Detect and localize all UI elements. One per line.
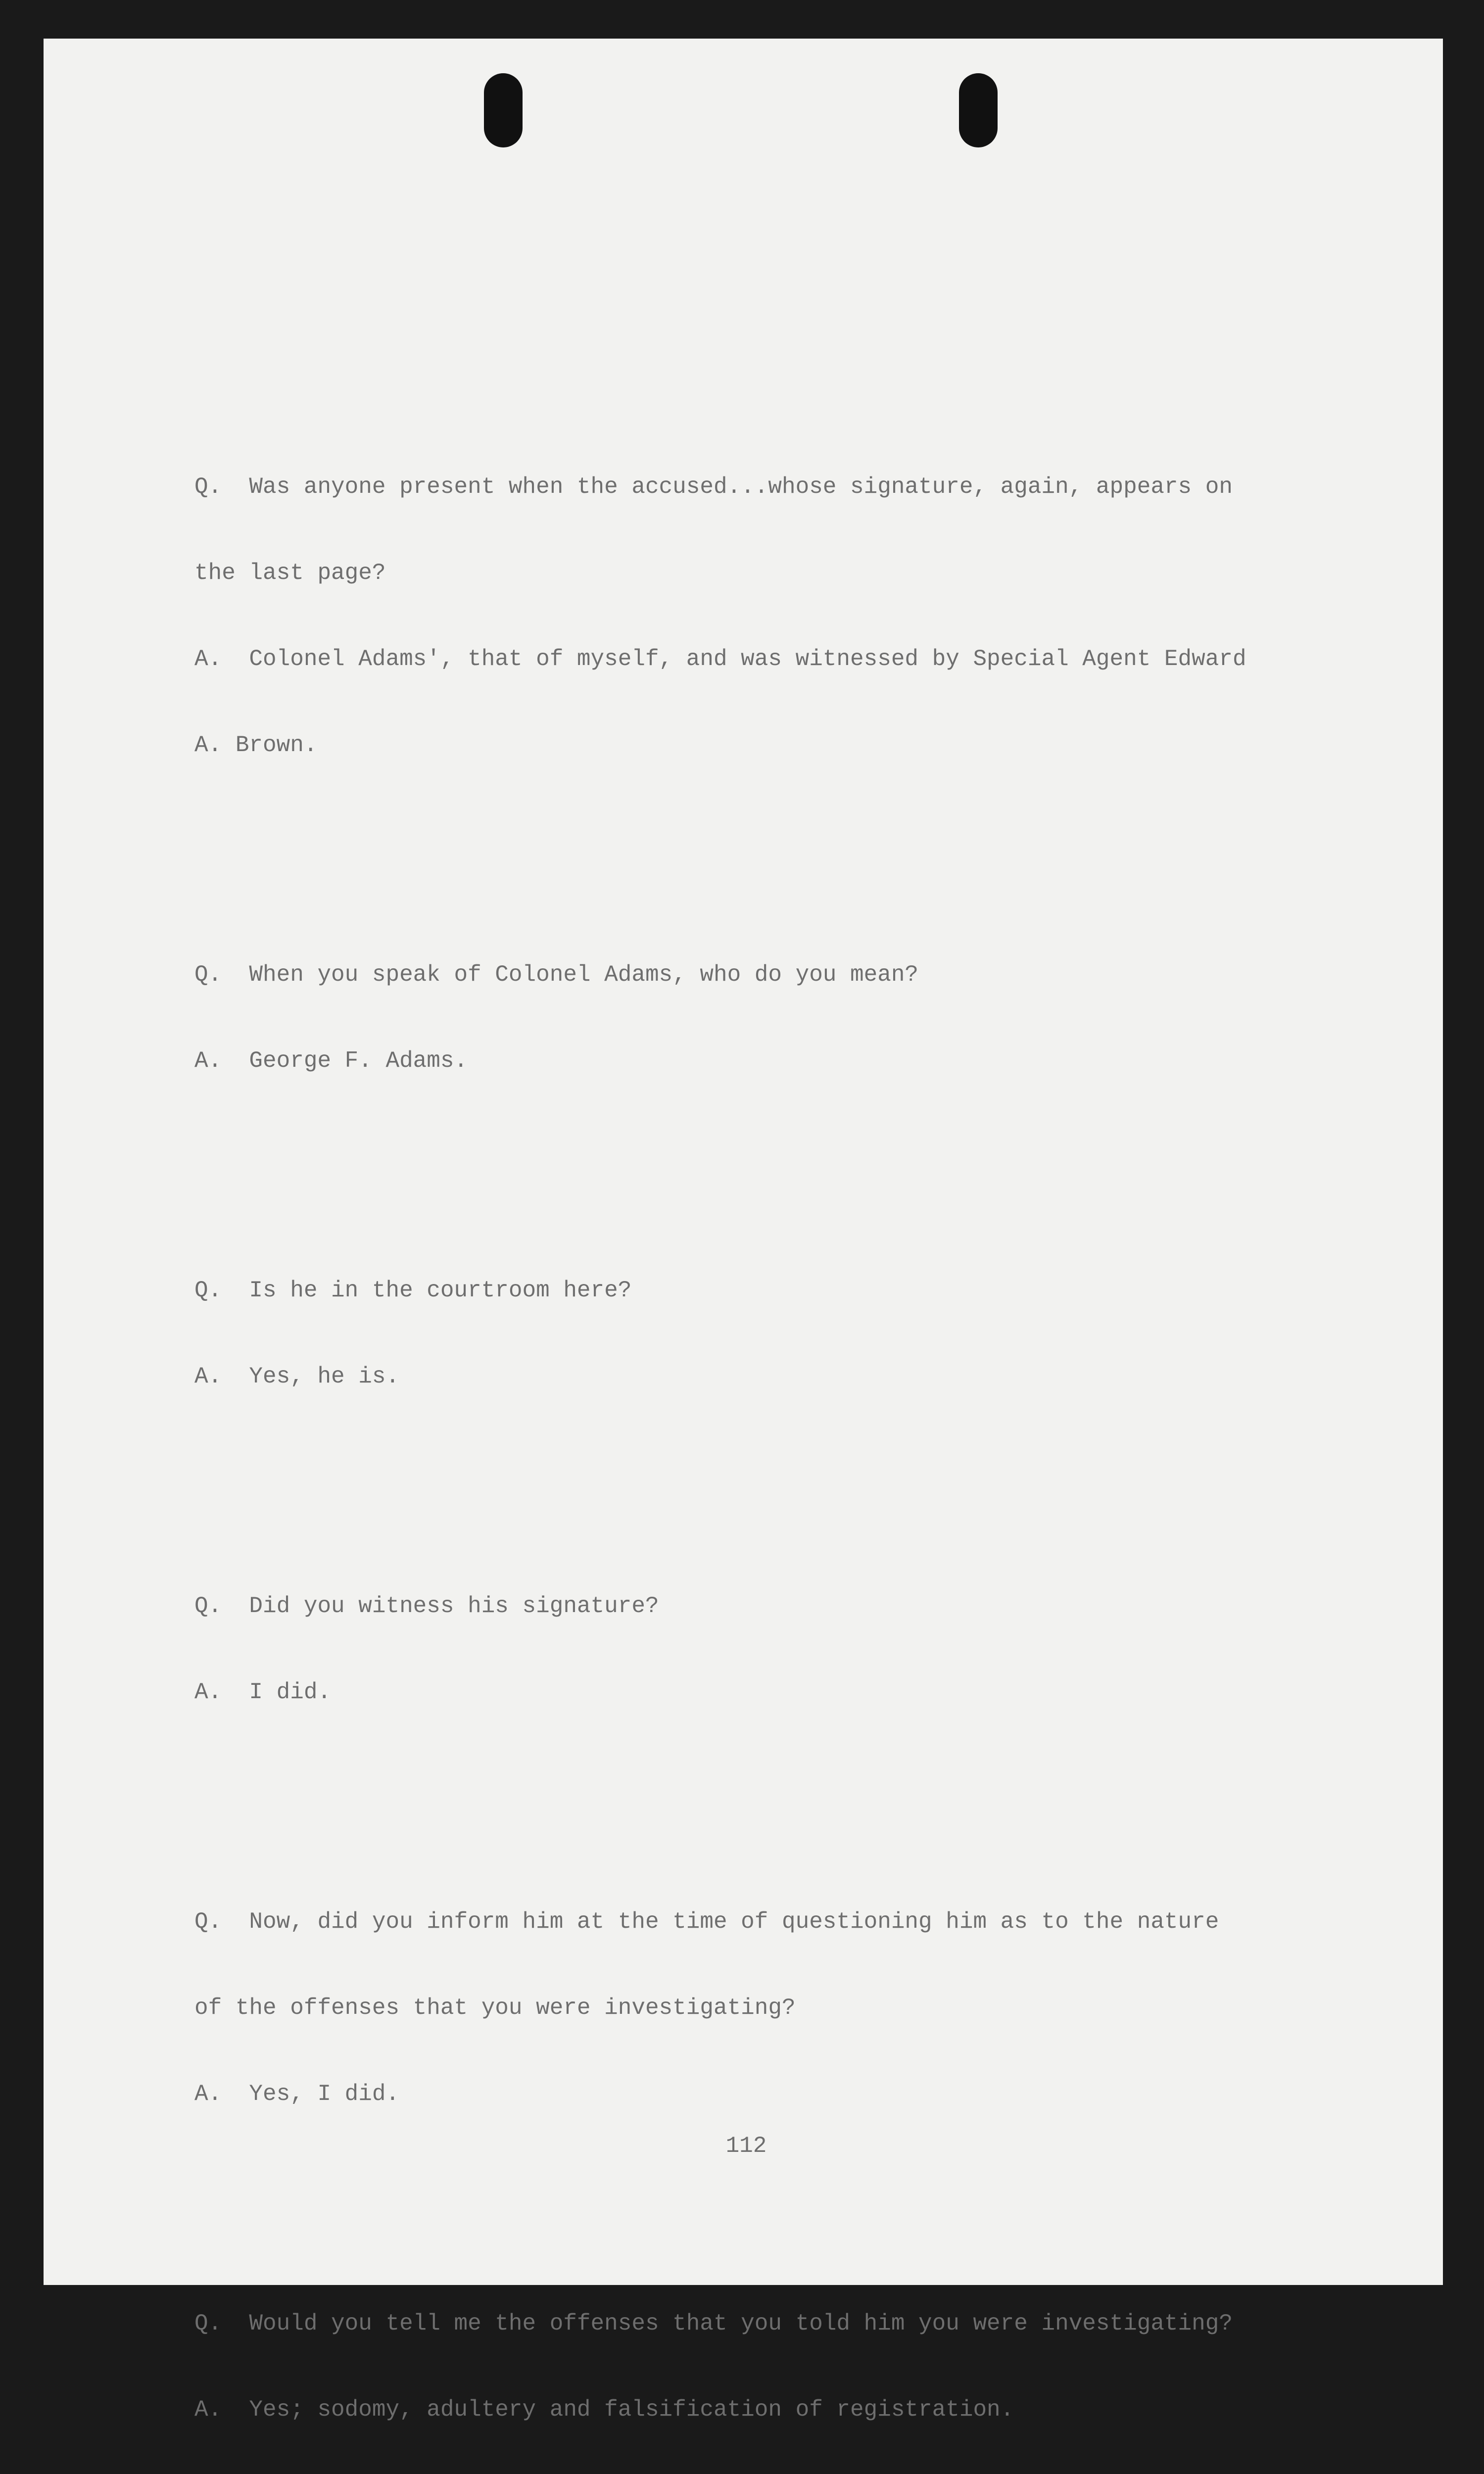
qa-block — [194, 903, 1382, 1133]
transcript-line: Q. Was anyone present when the accused...whose signature, again, appears on — [194, 474, 1233, 500]
transcript-line: of the offenses that you were investigating? — [194, 1995, 796, 2021]
transcript-line: the last page? — [194, 560, 386, 586]
qa-block — [194, 1534, 1382, 1764]
qa-block — [194, 1219, 1382, 1448]
transcript-line: A. Yes; sodomy, adultery and falsification of registration. — [194, 2397, 1014, 2423]
qa-block — [194, 1850, 1382, 2166]
transcript-line: Q. Would you tell me the offenses that you told him you were investigating? — [194, 2311, 1233, 2336]
transcript-line: A. I did. — [194, 1679, 332, 1705]
transcript-line: Q. When you speak of Colonel Adams, who do you mean? — [194, 962, 919, 988]
qa-block — [194, 415, 1382, 817]
punch-hole-right — [959, 73, 998, 147]
qa-block — [194, 2252, 1382, 2474]
transcript-line: A. Yes, I did. — [194, 2081, 400, 2107]
punch-hole-left — [484, 73, 523, 147]
transcript-line: Q. Did you witness his signature? — [194, 1593, 659, 1619]
page-number: 112 — [725, 2133, 767, 2159]
transcript-line: Q. Now, did you inform him at the time of questioning him as to the nature — [194, 1909, 1219, 1935]
transcript-line: A. Yes, he is. — [194, 1364, 400, 1389]
transcript-line: Q. Is he in the courtroom here? — [194, 1278, 632, 1303]
transcript-line: A. Brown. — [194, 732, 318, 758]
document-page — [44, 39, 1443, 2423]
transcript-line: A. George F. Adams. — [194, 1048, 468, 1074]
transcript-line: A. Colonel Adams', that of myself, and was witnessed by Special Agent Edward — [194, 646, 1246, 672]
